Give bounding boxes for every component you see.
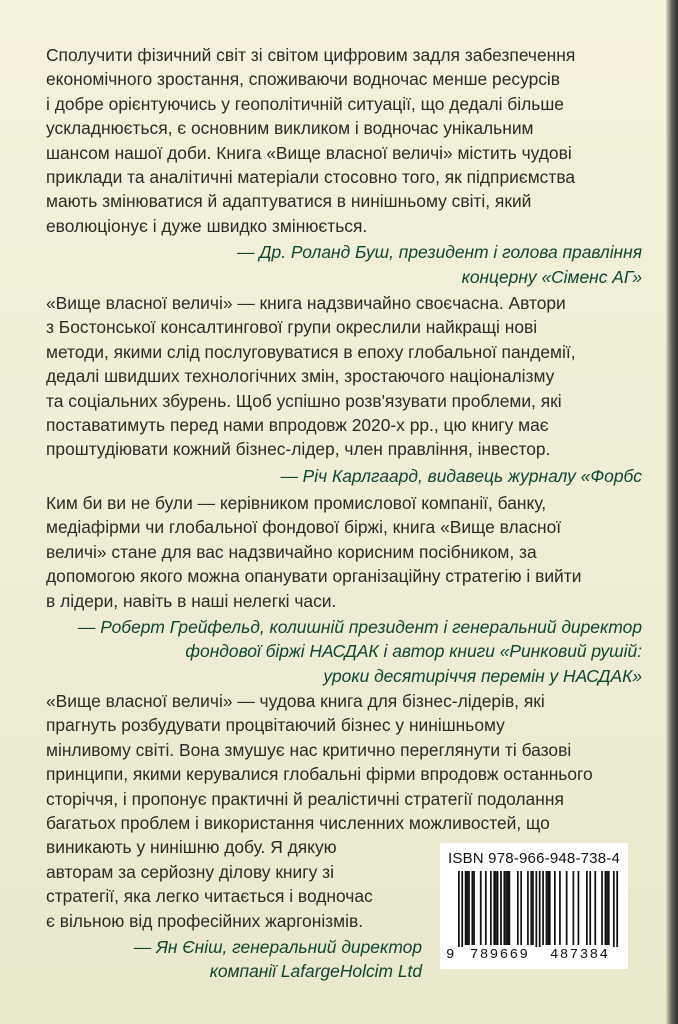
quote-text: Ким би ви не були — керівником промислової компанії, банку, медіафірми чи глобальної фондової біржі, книга «Вище власної величі» стане для вас надзвичайно корисним посібником, за допомогою якого можна опанувати організаційну стратегію і вийти в лідери, навіть в наші нелегкі часи.: [46, 493, 582, 611]
quote-text: Сполучити фізичний світ зі світом цифровим задля забезпечення економічного зростання, споживаючи водночас менше ресурсів і добре орієнтуючись у геополітичній ситуації, що дедалі більше ускладнюється, є основним викликом і водночас унікальним шансом нашої доби. Книга «Вище власної величі» містить чудові приклади та аналітичні матеріали стосовно того, як підприємства мають змінюватися й адаптуватися в нинішньому світі, який еволюціонує і дуже швидко змінюється.: [46, 45, 576, 236]
barcode-bar: [490, 871, 492, 945]
barcode-digits-right: 487384: [550, 947, 610, 963]
barcode-bar: [539, 871, 541, 947]
quote-nasdaq: [46, 491, 642, 688]
barcode-bar: [466, 871, 468, 945]
book-spine-edge: [666, 0, 678, 1024]
barcode-bar: [606, 871, 608, 945]
isbn-label: ISBN 978-966-948-738-4: [448, 850, 621, 867]
barcode-bar: [517, 871, 519, 945]
barcode-bar: [559, 871, 561, 945]
barcode-bar: [509, 871, 511, 945]
barcode-bar: [500, 871, 502, 945]
barcode-bar: [554, 871, 556, 945]
barcode-bar: [507, 871, 509, 945]
barcode-bar: [573, 871, 575, 945]
barcode-bar: [589, 871, 591, 945]
barcode-digit-first: 9: [446, 947, 455, 963]
quote-forbes: [46, 291, 642, 488]
barcode-bar: [461, 871, 463, 947]
quote-attribution: — Др. Роланд Буш, президент і голова правління концерну «Сіменс АГ»: [237, 242, 642, 287]
barcode-bar: [546, 871, 548, 945]
barcode-digits-left: 789669: [470, 947, 530, 963]
barcode-bar: [613, 871, 615, 947]
barcode-bar: [458, 871, 460, 947]
barcode-bar: [473, 871, 475, 945]
barcode-digits: [446, 947, 622, 965]
quote-attribution: — Ян Єніш, генеральний директор компанії LafargeHolcim Ltd: [133, 937, 422, 982]
barcode-bar: [471, 871, 473, 945]
barcode-bar: [497, 871, 499, 945]
barcode-bar: [542, 871, 544, 945]
barcode-bar: [547, 871, 549, 945]
barcode-bar: [549, 871, 551, 945]
quote-text: «Вище власної величі» — чудова книга для бізнес-лідерів, які прагнуть розбудувати процвітаючий бізнес у нинішньому мінливому світі. Вона змушує нас критично переглянути ті базові принципи, якими керувалися глобальні фірми впродовж останнього сторіччя, і пропонує практичні й реалістичні стратегії подолання багатьох проблем і використання численних можливостей, що виникають у нинішню добу. Я дякую авторам за серйозну ділову книгу зі стратегії, яка легко читається і водночас є вільною від професійних жаргонізмів.: [46, 691, 593, 931]
barcode-bar: [601, 871, 603, 945]
quote-attribution: — Роберт Грейфельд, колишній президент і генеральний директор фондової біржі НАСДАК і автор книги «Ринковий рушій: уроки десятиріччя перемін у НАСДАК»: [77, 617, 642, 686]
barcode-bar: [594, 871, 596, 945]
barcode-bar: [493, 871, 495, 945]
barcode-bar: [527, 871, 529, 945]
barcode-bar: [566, 871, 568, 945]
barcode-bar: [616, 871, 618, 947]
barcode-bar: [520, 871, 522, 945]
quote-text: «Вище власної величі» — книга надзвичайно своєчасна. Автори з Бостонської консалтингової групи окреслили найкращі нові методи, якими слід послуговуватися в епоху глобальної пандемії, дедалі швидших технологічних змін, зростаючого націоналізму та соціальних збурень. Щоб успішно розв'язувати проблеми, які поставатимуть перед нами впродовж 2020-х рр., цю книгу має проштудіювати кожний бізнес-лідер, член правління, інвестор.: [46, 293, 576, 460]
barcode-bar: [465, 871, 467, 945]
barcode-bar: [495, 871, 497, 945]
barcode-bar: [608, 871, 610, 945]
quote-siemens: [46, 43, 642, 289]
barcode-bar: [503, 871, 505, 945]
barcode-bar: [586, 871, 588, 945]
barcode-bar: [485, 871, 487, 945]
isbn-barcode: [440, 843, 628, 969]
barcode-bar: [505, 871, 507, 945]
barcode-bar: [535, 871, 537, 947]
barcode-bar: [532, 871, 534, 945]
barcode-bar: [578, 871, 580, 945]
barcode-bar: [605, 871, 607, 945]
barcode-bar: [480, 871, 482, 945]
barcode-bar: [530, 871, 532, 945]
barcode-bars: [446, 871, 622, 947]
barcode-bar: [468, 871, 470, 945]
quote-attribution: — Річ Карлгаард, видавець журналу «Форбс: [280, 465, 642, 486]
